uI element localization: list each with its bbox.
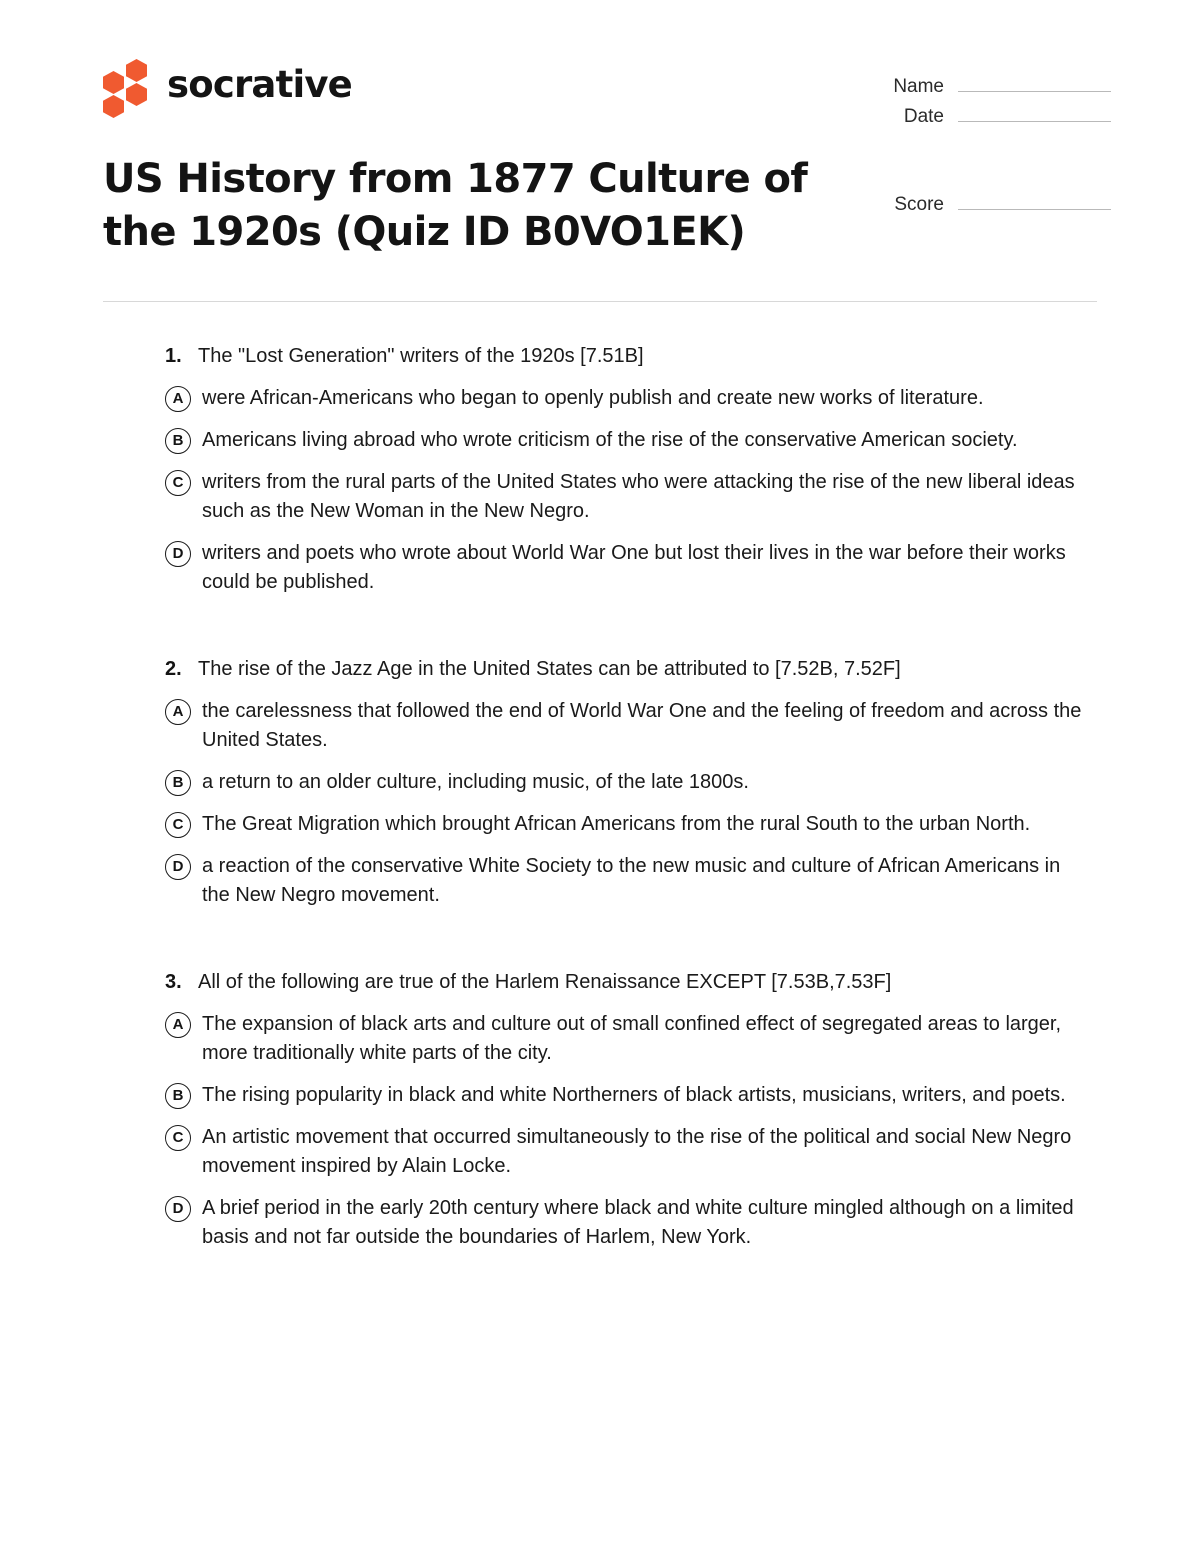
answer-choice[interactable] — [165, 468, 1097, 526]
question-text: All of the following are true of the Harlem Renaissance EXCEPT [7.53B,7.53F] — [198, 970, 892, 993]
answer-choice-text: An artistic movement that occurred simultaneously to the rise of the political and social New Negro movement inspired by Alain Locke. — [202, 1125, 1072, 1177]
answer-bubble[interactable]: A — [165, 1012, 191, 1038]
score-field-row — [863, 194, 1111, 216]
answer-bubble[interactable]: D — [165, 854, 191, 880]
socrative-logo — [103, 58, 863, 110]
answer-choice-text: Americans living abroad who wrote criticism of the rise of the conservative American society. — [202, 428, 1018, 451]
answer-bubble[interactable]: B — [165, 428, 191, 454]
answer-choice[interactable] — [165, 1010, 1097, 1068]
hexagon-icon — [103, 95, 124, 118]
answer-bubble[interactable]: D — [165, 1196, 191, 1222]
answer-choice[interactable] — [165, 768, 1097, 797]
answer-bubble[interactable]: B — [165, 1083, 191, 1109]
answer-choice[interactable] — [165, 1123, 1097, 1181]
date-field-label: Date — [903, 106, 944, 127]
socrative-hexagon-logo-icon — [103, 59, 151, 109]
page-title: US History from 1877 Culture of the 1920s (Quiz ID B0VO1EK) — [103, 156, 808, 255]
answer-choice-text: The rising popularity in black and white Northerners of black artists, musicians, writers, and poets. — [202, 1083, 1066, 1106]
answer-bubble[interactable]: A — [165, 386, 191, 412]
name-input-line[interactable] — [958, 91, 1111, 92]
hexagon-icon — [103, 71, 124, 94]
question-number: 2. — [165, 657, 182, 680]
answer-bubble[interactable]: A — [165, 699, 191, 725]
date-input-line[interactable] — [958, 121, 1111, 122]
answer-choice-text: were African-Americans who began to openly publish and create new works of literature. — [202, 386, 984, 409]
question-header — [165, 968, 1097, 997]
answer-choice[interactable] — [165, 810, 1097, 839]
student-info-fields — [863, 58, 1111, 224]
answer-bubble[interactable]: B — [165, 770, 191, 796]
score-field-label: Score — [894, 194, 944, 215]
name-field-row — [863, 76, 1111, 98]
question-number: 1. — [165, 344, 182, 367]
answer-choice[interactable] — [165, 697, 1097, 755]
name-field-label: Name — [893, 76, 944, 97]
answer-choice[interactable] — [165, 539, 1097, 597]
answer-choice-text: A brief period in the early 20th century where black and white culture mingled although on a limited basis and not far outside the boundaries of Harlem, New York. — [202, 1196, 1074, 1248]
score-input-line[interactable] — [958, 209, 1111, 210]
answer-choice[interactable] — [165, 852, 1097, 910]
question-block — [165, 968, 1097, 1252]
question-text: The "Lost Generation" writers of the 1920s [7.51B] — [198, 344, 644, 367]
answer-choice-text: writers and poets who wrote about World War One but lost their lives in the war before their works could be published. — [202, 541, 1066, 593]
socrative-wordmark: socrative — [167, 62, 352, 106]
answer-choice-text: a return to an older culture, including music, of the late 1800s. — [202, 770, 749, 793]
answer-choice-text: The expansion of black arts and culture out of small confined effect of segregated areas to larger, more traditionally white parts of the city. — [202, 1012, 1062, 1064]
hexagon-icon — [126, 59, 147, 82]
header-divider — [103, 301, 1097, 302]
answer-choice-text: The Great Migration which brought African Americans from the rural South to the urban North. — [202, 812, 1031, 835]
page-header — [103, 0, 1097, 259]
question-text: The rise of the Jazz Age in the United States can be attributed to [7.52B, 7.52F] — [198, 657, 901, 680]
question-number: 3. — [165, 970, 182, 993]
answer-choice-text: writers from the rural parts of the United States who were attacking the rise of the new liberal ideas such as the New Woman in the New Negro. — [202, 470, 1075, 522]
question-block — [165, 342, 1097, 597]
hexagon-icon — [126, 83, 147, 106]
question-header — [165, 655, 1097, 684]
answer-choice[interactable] — [165, 426, 1097, 455]
answer-bubble[interactable]: D — [165, 541, 191, 567]
answer-choice-text: a reaction of the conservative White Society to the new music and culture of African Americans in the New Negro movement. — [202, 854, 1061, 906]
questions-list — [103, 342, 1097, 1252]
date-field-row — [863, 106, 1111, 128]
answer-bubble[interactable]: C — [165, 1125, 191, 1151]
question-block — [165, 655, 1097, 910]
question-header — [165, 342, 1097, 371]
answer-choice[interactable] — [165, 384, 1097, 413]
answer-bubble[interactable]: C — [165, 812, 191, 838]
answer-choice[interactable] — [165, 1081, 1097, 1110]
answer-choice-text: the carelessness that followed the end of World War One and the feeling of freedom and across the United States. — [202, 699, 1082, 751]
answer-choice[interactable] — [165, 1194, 1097, 1252]
brand-and-title — [103, 58, 863, 259]
answer-bubble[interactable]: C — [165, 470, 191, 496]
